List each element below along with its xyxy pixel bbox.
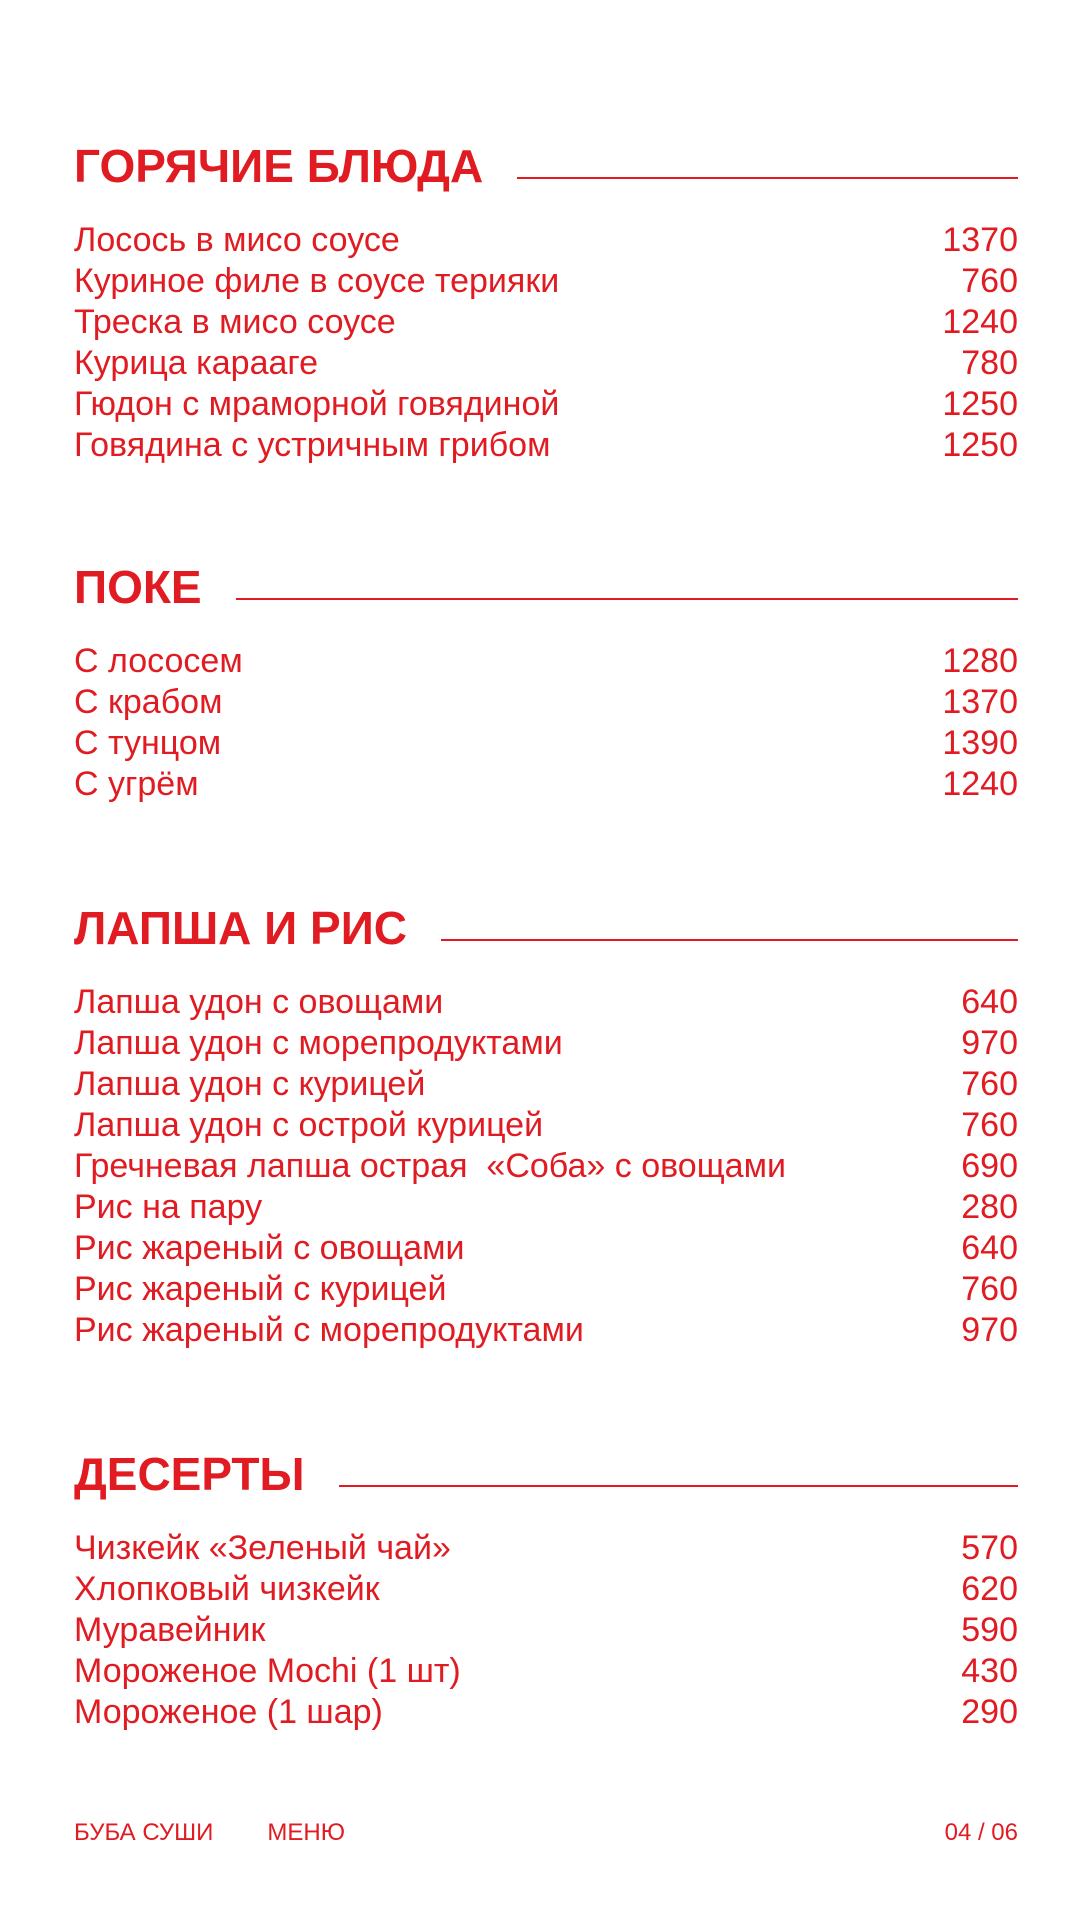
menu-item xyxy=(74,1310,1018,1351)
section-divider xyxy=(236,598,1018,600)
item-name: Рис жареный с овощами xyxy=(74,1229,465,1267)
menu-item xyxy=(74,343,1018,384)
menu-item xyxy=(74,1610,1018,1651)
item-price: 760 xyxy=(961,1270,1018,1308)
item-price: 760 xyxy=(961,1065,1018,1103)
item-name: Куриное филе в соусе терияки xyxy=(74,262,560,300)
menu-item xyxy=(74,723,1018,764)
menu-item xyxy=(74,1146,1018,1187)
menu-items-list xyxy=(74,641,1018,805)
item-price: 1370 xyxy=(942,221,1018,259)
item-name: Рис жареный с курицей xyxy=(74,1270,447,1308)
page-number: 04 / 06 xyxy=(944,1819,1018,1846)
item-price: 760 xyxy=(961,1106,1018,1144)
section-header xyxy=(74,557,1018,617)
section-divider xyxy=(339,1485,1018,1487)
item-price: 290 xyxy=(961,1693,1018,1731)
menu-item xyxy=(74,682,1018,723)
section-divider xyxy=(517,177,1018,179)
item-name: Лосось в мисо соусе xyxy=(74,221,400,259)
item-name: Говядина с устричным грибом xyxy=(74,426,551,464)
item-name: Курица карааге xyxy=(74,344,318,382)
item-price: 1250 xyxy=(942,426,1018,464)
item-name: Мороженое Mochi (1 шт) xyxy=(74,1652,461,1690)
item-name: С угрём xyxy=(74,765,199,803)
section-divider xyxy=(441,939,1018,941)
menu-item xyxy=(74,220,1018,261)
section-header xyxy=(74,898,1018,958)
item-name: Гюдон с мраморной говядиной xyxy=(74,385,560,423)
menu-item xyxy=(74,384,1018,425)
item-name: Лапша удон с овощами xyxy=(74,983,444,1021)
item-price: 970 xyxy=(961,1311,1018,1349)
item-name: Муравейник xyxy=(74,1611,266,1649)
section-header xyxy=(74,1444,1018,1504)
item-price: 620 xyxy=(961,1570,1018,1608)
menu-item xyxy=(74,1228,1018,1269)
item-price: 1250 xyxy=(942,385,1018,423)
menu-item xyxy=(74,641,1018,682)
menu-item xyxy=(74,1064,1018,1105)
section-title: ПОКЕ xyxy=(74,561,202,613)
item-price: 590 xyxy=(961,1611,1018,1649)
item-price: 690 xyxy=(961,1147,1018,1185)
footer-brand: БУБА СУШИ xyxy=(74,1819,214,1846)
item-name: Треска в мисо соусе xyxy=(74,303,396,341)
section-desserts xyxy=(74,1444,1018,1733)
item-price: 640 xyxy=(961,1229,1018,1267)
section-hot-dishes xyxy=(74,136,1018,466)
menu-item xyxy=(74,982,1018,1023)
menu-items-list xyxy=(74,1528,1018,1733)
menu-page xyxy=(74,0,1018,1920)
footer-menu-label: МЕНЮ xyxy=(267,1819,345,1846)
menu-items-list xyxy=(74,982,1018,1351)
item-price: 570 xyxy=(961,1529,1018,1567)
menu-item xyxy=(74,1528,1018,1569)
menu-item xyxy=(74,261,1018,302)
item-name: Рис жареный с морепродуктами xyxy=(74,1311,584,1349)
item-name: С тунцом xyxy=(74,724,222,762)
item-price: 970 xyxy=(961,1024,1018,1062)
item-name: С лососем xyxy=(74,642,243,680)
page-footer xyxy=(74,1818,1018,1848)
menu-items-list xyxy=(74,220,1018,466)
item-price: 1370 xyxy=(942,683,1018,721)
item-name: Мороженое (1 шар) xyxy=(74,1693,383,1731)
item-price: 1240 xyxy=(942,303,1018,341)
item-name: Лапша удон с острой курицей xyxy=(74,1106,544,1144)
menu-item xyxy=(74,425,1018,466)
section-title: ДЕСЕРТЫ xyxy=(74,1448,305,1500)
menu-item xyxy=(74,1023,1018,1064)
menu-item xyxy=(74,1105,1018,1146)
item-price: 1390 xyxy=(942,724,1018,762)
menu-item xyxy=(74,764,1018,805)
section-title: ЛАПША И РИС xyxy=(74,902,407,954)
item-price: 760 xyxy=(961,262,1018,300)
item-name: Гречневая лапша острая «Соба» с овощами xyxy=(74,1147,786,1185)
item-price: 1280 xyxy=(942,642,1018,680)
item-name: Лапша удон с курицей xyxy=(74,1065,426,1103)
item-name: Хлопковый чизкейк xyxy=(74,1570,380,1608)
menu-item xyxy=(74,1651,1018,1692)
section-noodles-rice xyxy=(74,898,1018,1351)
menu-item xyxy=(74,1269,1018,1310)
item-name: Рис на пару xyxy=(74,1188,263,1226)
section-poke xyxy=(74,557,1018,805)
item-price: 1240 xyxy=(942,765,1018,803)
menu-item xyxy=(74,1692,1018,1733)
item-name: Чизкейк «Зеленый чай» xyxy=(74,1529,451,1567)
item-price: 430 xyxy=(961,1652,1018,1690)
item-price: 640 xyxy=(961,983,1018,1021)
item-name: С крабом xyxy=(74,683,223,721)
section-title: ГОРЯЧИЕ БЛЮДА xyxy=(74,140,484,192)
menu-item xyxy=(74,1187,1018,1228)
menu-item xyxy=(74,1569,1018,1610)
menu-item xyxy=(74,302,1018,343)
section-header xyxy=(74,136,1018,196)
item-price: 280 xyxy=(961,1188,1018,1226)
item-price: 780 xyxy=(961,344,1018,382)
item-name: Лапша удон с морепродуктами xyxy=(74,1024,563,1062)
